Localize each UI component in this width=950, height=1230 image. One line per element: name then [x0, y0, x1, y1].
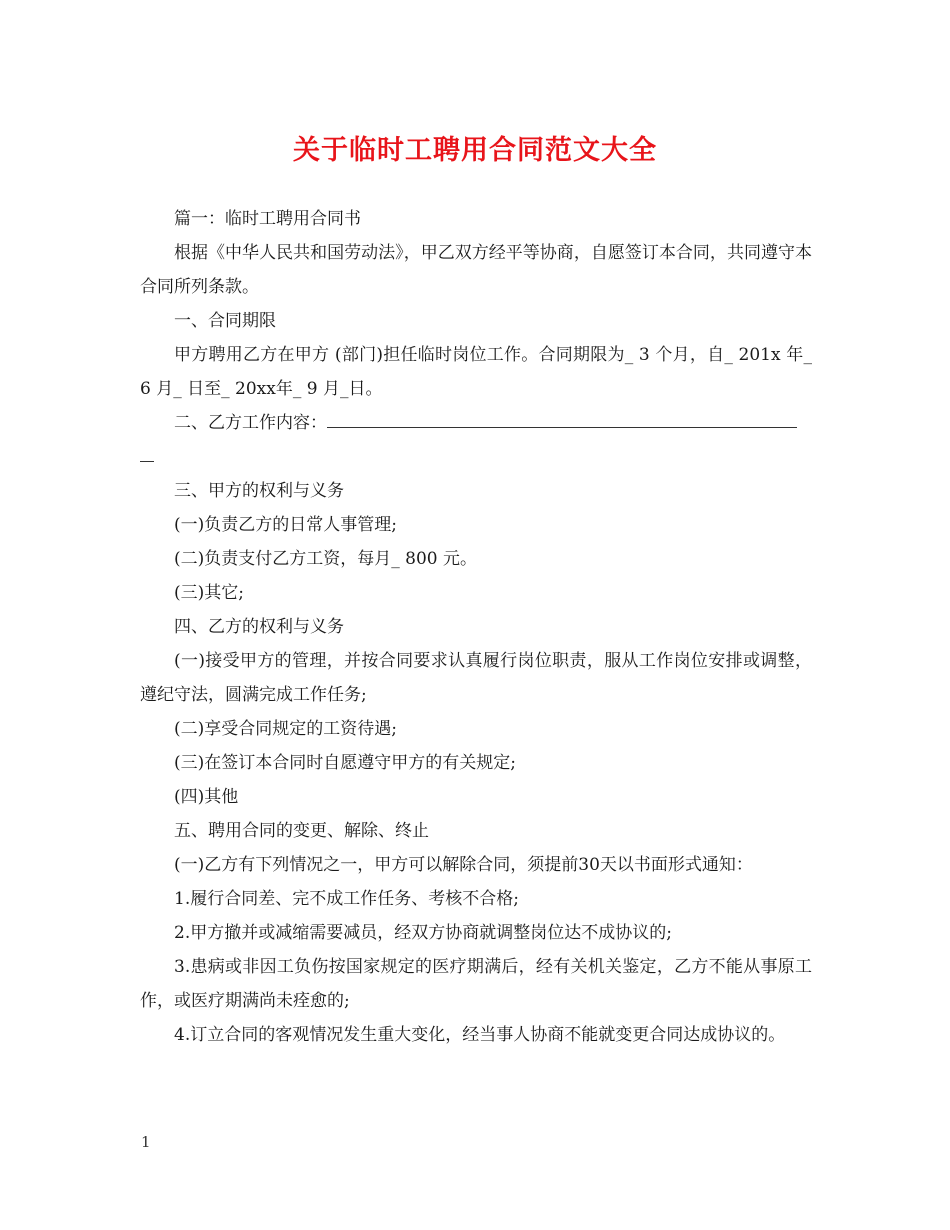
paragraph-term-detail: 甲方聘用乙方在甲方 (部门)担任临时岗位工作。合同期限为_ 3 个月，自_ 201x 年_ 6 月_ 日至_ 20xx年_ 9 月_日。 — [140, 345, 812, 399]
document-body — [140, 202, 812, 1052]
page-number: 1 — [141, 1133, 151, 1151]
document-title: 关于临时工聘用合同范文大全 — [293, 135, 657, 166]
paragraph-party-b-1: (一)接受甲方的管理，并按合同要求认真履行岗位职责，服从工作岗位安排或调整，遵纪守法，圆满完成工作任务; — [140, 651, 812, 705]
work-content-blank-tail — [140, 445, 154, 462]
paragraph-party-a-2: (二)负责支付乙方工资，每月_ 800 元。 — [174, 549, 478, 569]
work-content-label: 二、乙方工作内容： — [174, 413, 327, 433]
paragraph-heading-party-a: 三、甲方的权利与义务 — [174, 481, 344, 501]
paragraph-work-content — [140, 406, 812, 440]
paragraph-party-a-3: (三)其它; — [174, 583, 244, 603]
paragraph-termination-2: 2.甲方撤并或减缩需要减员，经双方协商就调整岗位达不成协议的; — [174, 923, 672, 943]
paragraph-heading-term: 一、合同期限 — [174, 311, 276, 331]
paragraph-heading-termination: 五、聘用合同的变更、解除、终止 — [174, 821, 429, 841]
paragraph-section-heading: 篇一：临时工聘用合同书 — [174, 209, 361, 229]
paragraph-party-b-3: (三)在签订本合同时自愿遵守甲方的有关规定; — [174, 753, 516, 773]
paragraph-termination-1: 1.履行合同差、完不成工作任务、考核不合格; — [174, 889, 519, 909]
work-content-blank — [327, 411, 797, 428]
paragraph-heading-party-b: 四、乙方的权利与义务 — [174, 617, 344, 637]
paragraph-party-b-4: (四)其他 — [174, 787, 239, 807]
paragraph-termination-4: 4.订立合同的客观情况发生重大变化，经当事人协商不能就变更合同达成协议的。 — [174, 1025, 786, 1045]
paragraph-blank-continuation — [140, 440, 812, 474]
paragraph-termination-intro: (一)乙方有下列情况之一，甲方可以解除合同，须提前30天以书面形式通知： — [174, 855, 753, 875]
paragraph-party-a-1: (一)负责乙方的日常人事管理; — [174, 515, 397, 535]
paragraph-preamble: 根据《中华人民共和国劳动法》，甲乙双方经平等协商，自愿签订本合同，共同遵守本合同所列条款。 — [140, 243, 812, 297]
paragraph-termination-3: 3.患病或非因工负伤按国家规定的医疗期满后，经有关机关鉴定，乙方不能从事原工作，或医疗期满尚未痊愈的; — [140, 957, 812, 1011]
paragraph-party-b-2: (二)享受合同规定的工资待遇; — [174, 719, 397, 739]
